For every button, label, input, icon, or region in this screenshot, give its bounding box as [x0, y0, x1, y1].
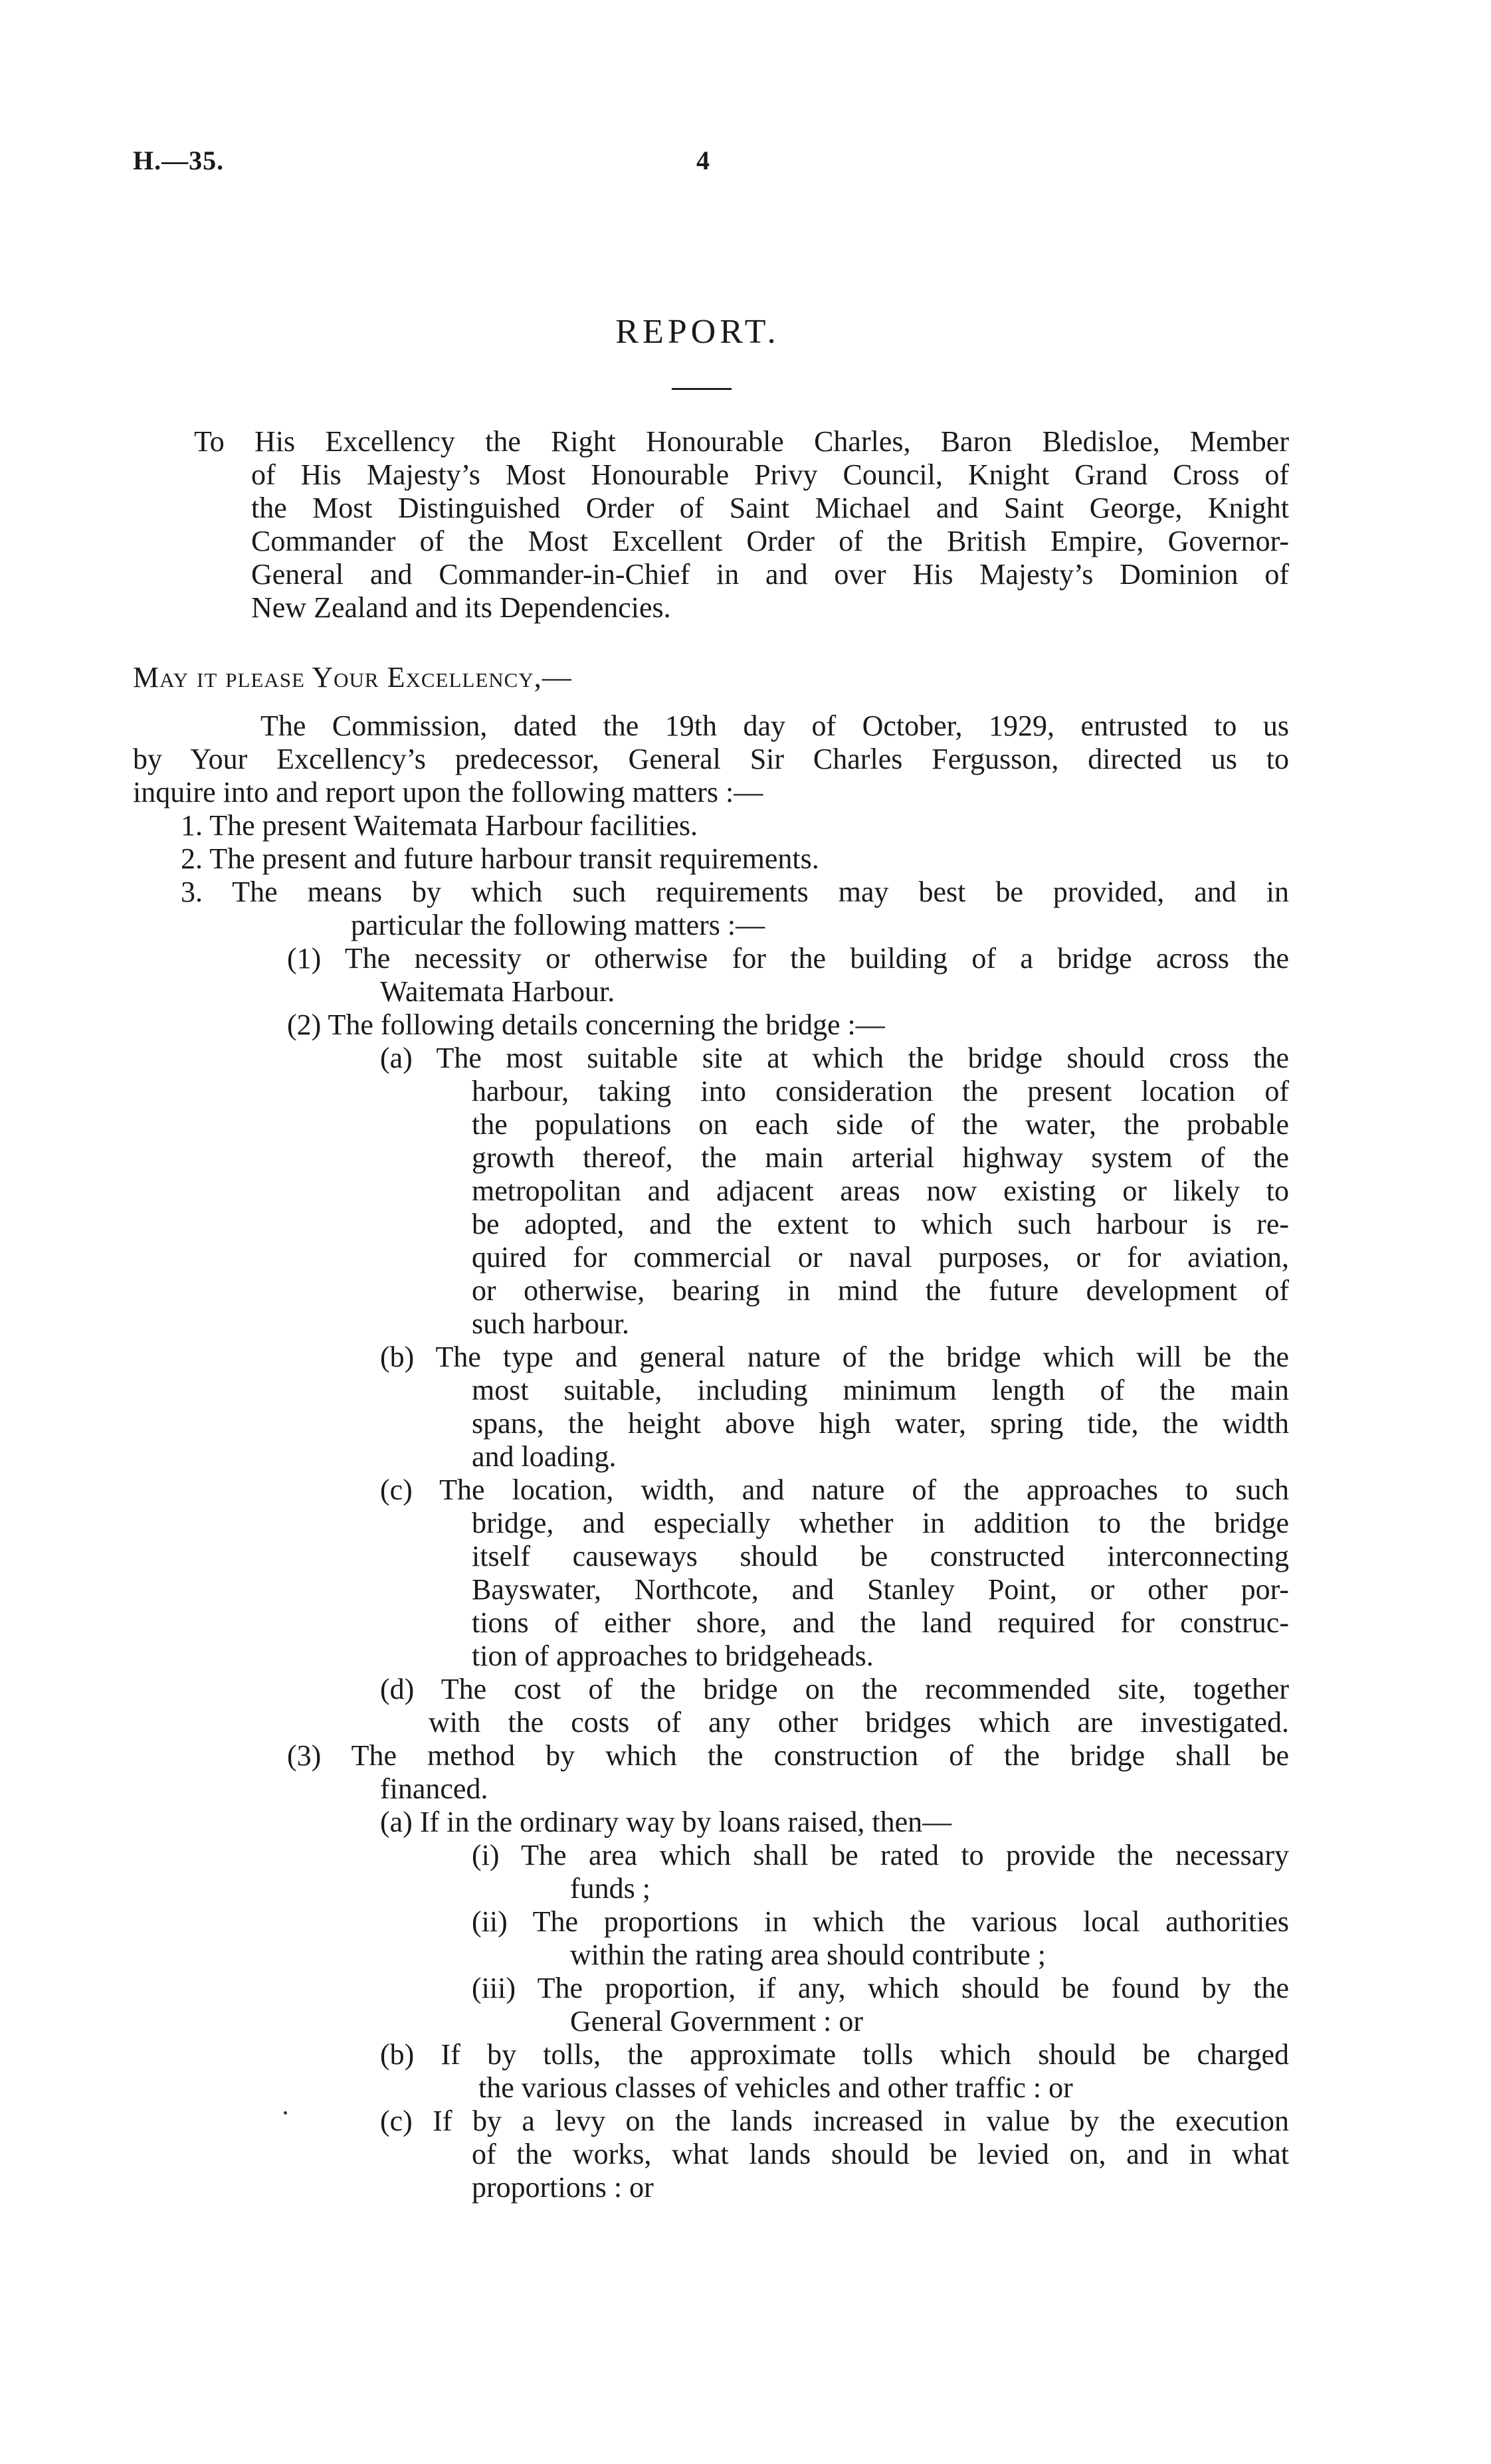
- detail-b-cont: spans, the height above high water, spring tide, the width: [472, 1407, 1289, 1440]
- salutation: May it please Your Excellency,—: [133, 661, 572, 694]
- finance-b-cont: the various classes of vehicles and other traffic : or: [478, 2071, 1073, 2104]
- list-item-3-cont: particular the following matters :—: [351, 909, 765, 941]
- finance-a-i-cont: funds ;: [570, 1872, 650, 1905]
- list-item-3: 3. The means by which such requirements may best be provided, and in: [181, 876, 1289, 908]
- address-line: General and Commander-in-Chief in and over His Majesty’s Dominion of: [251, 558, 1289, 591]
- address-line: New Zealand and its Dependencies.: [251, 591, 671, 624]
- detail-a-cont: or otherwise, bearing in mind the future development of: [472, 1274, 1289, 1307]
- finance-a-ii-cont: within the rating area should contribute ;: [570, 1939, 1046, 1971]
- address-line: To His Excellency the Right Honourable Charles, Baron Bledisloe, Member: [194, 425, 1289, 458]
- finance-a-i: (i) The area which shall be rated to provide the necessary: [472, 1839, 1289, 1871]
- report-title: REPORT.: [615, 313, 780, 351]
- list-item-1: 1. The present Waitemata Harbour facilities.: [181, 809, 698, 842]
- detail-c-cont: tion of approaches to bridgeheads.: [472, 1640, 874, 1672]
- finance-a: (a) If in the ordinary way by loans raised, then—: [380, 1806, 952, 1838]
- intro-line: by Your Excellency’s predecessor, General Sir Charles Fergusson, directed us to: [133, 743, 1289, 775]
- detail-c-cont: tions of either shore, and the land required for construc-: [472, 1606, 1289, 1639]
- address-line: the Most Distinguished Order of Saint Michael and Saint George, Knight: [251, 492, 1289, 524]
- address-line: of His Majesty’s Most Honourable Privy Council, Knight Grand Cross of: [251, 458, 1289, 491]
- finance-c-cont: of the works, what lands should be levied on, and in what: [472, 2138, 1289, 2170]
- detail-c-cont: itself causeways should be constructed interconnecting: [472, 1540, 1289, 1572]
- finance-c-cont: proportions : or: [472, 2171, 654, 2204]
- detail-c-cont: bridge, and especially whether in addition to the bridge: [472, 1507, 1289, 1539]
- finance-c: (c) If by a levy on the lands increased in value by the execution: [380, 2105, 1289, 2137]
- detail-c-cont: Bayswater, Northcote, and Stanley Point, or other por-: [472, 1573, 1289, 1606]
- sub-item-3-cont: financed.: [380, 1772, 488, 1805]
- detail-a-cont: be adopted, and the extent to which such harbour is re-: [472, 1208, 1289, 1240]
- address-line: Commander of the Most Excellent Order of the British Empire, Governor-: [251, 525, 1289, 557]
- detail-a-cont: harbour, taking into consideration the present location of: [472, 1075, 1289, 1107]
- detail-a: (a) The most suitable site at which the bridge should cross the: [380, 1042, 1289, 1074]
- sub-item-3: (3) The method by which the construction of the bridge shall be: [287, 1739, 1289, 1772]
- sub-item-1-cont: Waitemata Harbour.: [380, 975, 615, 1008]
- finance-a-ii: (ii) The proportions in which the various local authorities: [472, 1905, 1289, 1938]
- finance-b: (b) If by tolls, the approximate tolls which should be charged: [380, 2038, 1289, 2071]
- report-reference: H.—35.: [133, 145, 225, 175]
- detail-c: (c) The location, width, and nature of the approaches to such: [380, 1473, 1289, 1506]
- sub-item-2: (2) The following details concerning the bridge :—: [287, 1008, 885, 1041]
- detail-a-cont: such harbour.: [472, 1307, 630, 1340]
- detail-a-cont: metropolitan and adjacent areas now existing or likely to: [472, 1175, 1289, 1207]
- list-item-2: 2. The present and future harbour transit requirements.: [181, 842, 819, 875]
- detail-d-cont: with the costs of any other bridges which are investigated.: [429, 1706, 1289, 1739]
- detail-a-cont: quired for commercial or naval purposes, or for aviation,: [472, 1241, 1289, 1274]
- detail-b: (b) The type and general nature of the bridge which will be the: [380, 1341, 1289, 1373]
- intro-line: The Commission, dated the 19th day of October, 1929, entrusted to us: [260, 710, 1289, 742]
- page-number: 4: [696, 145, 710, 175]
- detail-b-cont: most suitable, including minimum length of the main: [472, 1374, 1289, 1406]
- scan-speck: [284, 2111, 287, 2115]
- title-rule: [672, 388, 732, 390]
- detail-a-cont: growth thereof, the main arterial highway system of the: [472, 1141, 1289, 1174]
- sub-item-1: (1) The necessity or otherwise for the building of a bridge across the: [287, 942, 1289, 975]
- detail-b-cont: and loading.: [472, 1440, 617, 1473]
- detail-a-cont: the populations on each side of the water, the probable: [472, 1108, 1289, 1141]
- intro-line: inquire into and report upon the following matters :—: [133, 776, 763, 808]
- finance-a-iii: (iii) The proportion, if any, which should be found by the: [472, 1972, 1289, 2004]
- finance-a-iii-cont: General Government : or: [570, 2005, 864, 2038]
- detail-d: (d) The cost of the bridge on the recommended site, together: [380, 1673, 1289, 1705]
